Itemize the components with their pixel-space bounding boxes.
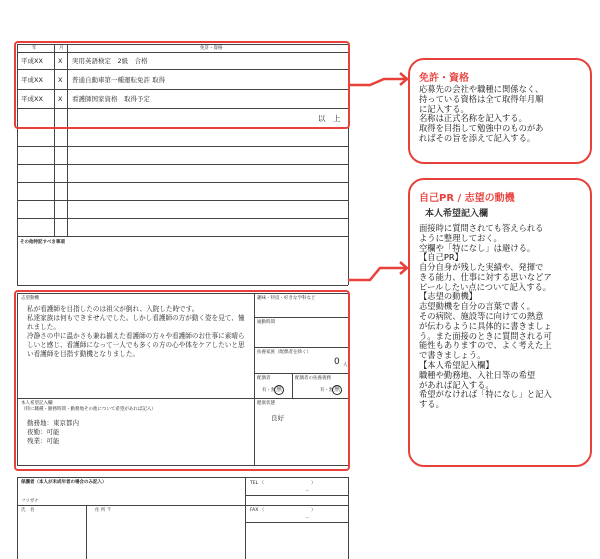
row-2-year: 平成XX [21,76,43,84]
spouse-value: 有・無 [262,388,276,393]
other-notes-label: その他特記すべき事項 [20,240,65,245]
row-1-month: X [58,57,63,65]
guardian-title: 保護者（本人が未成年者の場合のみ記入） [21,480,107,485]
pr-note-body: 面接時に質問されても答えられる ように整理しておく。 空欄や「特になし」は避ける。 【自己PR】 自分自身が残した実績や、発揮で きる能力、仕事に対する思いなどア ピールしたい点について記入する。 【志望の動機】 志望動機を自分の言葉で書く。 その病院、施設等に向けての熱意 が伝わるように具体的に書きましょ う。また面接のときに質問される可 能性もありますので、よく考えた上 で書きましょう。 【本人希望記入欄】 職種や勤務地、入社日等の希望 があれば記入する。 希望がなければ「特になし」と記入 する。 [419,223,552,410]
pr-note-title: 自己PR / 志望の動機 [419,193,515,204]
health-value: 良好 [271,414,284,422]
license-header: 免許・資格 [200,46,223,51]
motivation-highlight [14,290,350,471]
row-3-year: 平成XX [21,95,43,103]
spouse-support-label: 配偶者の扶養義務 [295,376,331,381]
pr-note-subtitle: 本人希望記入欄 [425,209,489,219]
pr-note-callout [408,178,592,467]
wishes-sublabel: （特に職種・勤務時間・勤務地その他について希望があれば記入） [21,407,156,412]
guardian-tel-label: TEL （ [250,481,265,486]
license-note-callout [408,58,592,164]
wish-line-2: 夜勤：可能 [27,428,60,436]
spouse-support-value: 有・無 [320,388,334,393]
guardian-furigana: フリガナ [21,499,39,504]
motivation-label: 志望動機 [21,296,39,301]
row-2-license: 普通自動車第一種運転免許 取得 [72,76,166,84]
spouse-label: 配偶者 [257,376,271,381]
year-header: 年 [32,46,37,51]
license-note-body: 応募先の会社や職種に関係なく、 持っている資格は全て取得年月順 に記入する。 名称は正式名称を記入する。 取得を目指して勉強中のものがあ ればその旨を添えて記入する。 [419,84,544,143]
license-highlight [14,41,350,129]
dependents-label: 扶養家族（配偶者を除く） [257,350,311,355]
month-header: 月 [59,46,64,51]
end-mark: 以 上 [318,114,341,123]
wish-line-3: 残業：可能 [27,437,60,445]
row-2-month: X [58,76,63,84]
wishes-label: 本人希望記入欄 [21,401,53,406]
hobby-label: 趣味・特技・好きな学科など [257,296,316,301]
commute-label: 通勤時間 [257,320,275,325]
guardian-fax-label: FAX （ [250,508,265,513]
dependents-unit: 人 [343,363,348,368]
license-note-title: 免許・資格 [419,73,469,84]
row-3-month: X [58,95,63,103]
dependents-value: 0 [334,357,340,367]
row-1-year: 平成XX [21,57,43,65]
guardian-name-label: 氏 名 [21,508,35,513]
guardian-tel-close: ） [311,481,316,486]
arrow-connectors [340,55,415,285]
spouse-support-selected-mark: 無 [333,386,340,393]
wish-line-1: 勤務地：東京都内 [27,419,79,427]
arrow-to-pr-note [348,268,406,280]
guardian-tel-dash: － [305,489,310,494]
guardian-address-label: 住 所 〒 [95,508,112,513]
guardian-fax-dash: － [305,516,310,521]
health-label: 健康状態 [257,401,275,406]
spouse-selected-mark: 無 [275,386,282,393]
row-1-license: 実用英語検定 2級 合格 [72,57,148,65]
guardian-fax-close: ） [311,508,316,513]
motivation-text: 私が看護師を目指したのは祖父が倒れ、入院した時です。 私達家族は何もできませんでした。しかし看護師の方が動く姿を見て、憧れました。 冷静さの中に温かさも兼ね揃えた看護師の方々や看護師のお仕事に素晴らしいと感じ、看護師になって一人でも多くの方の心や体をケアしたいと思い看護師を目指す動機となりました。 [27,305,245,359]
arrow-to-license-note [348,79,406,85]
row-3-license: 看護師国家資格 取得予定 [72,95,150,103]
